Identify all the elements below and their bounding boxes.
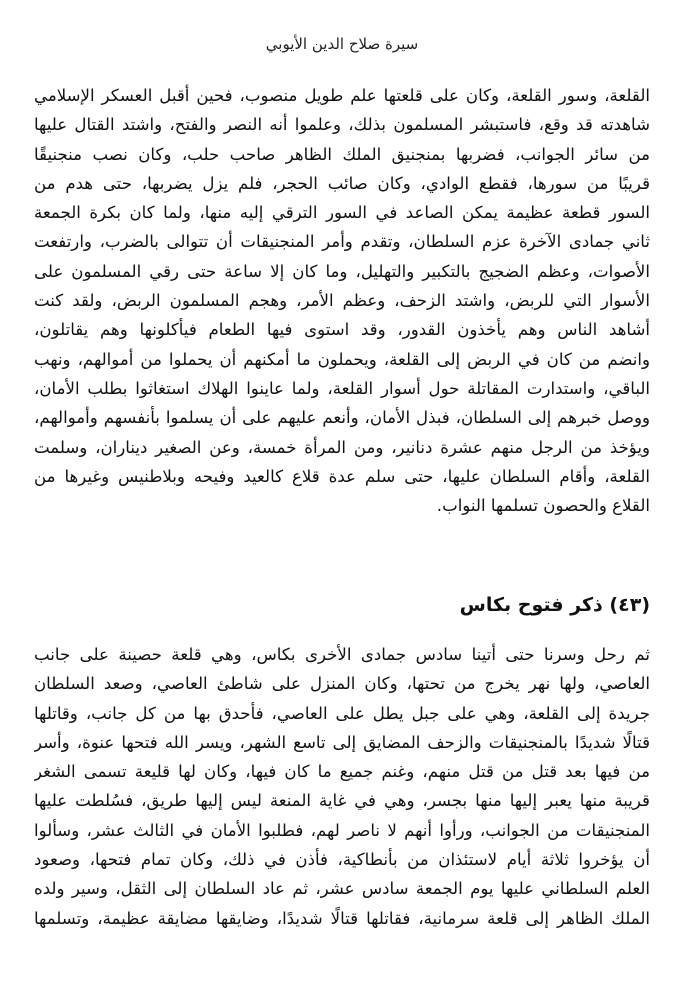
text-line: أشاهد الناس وهم يأخذون القدور، وقد استوى فيها الطعام فيأكلونها وهم يقاتلون، xyxy=(34,320,650,340)
text-line: جريدة إلى القلعة، وهي على جبل يطل على العاصي، فأحدق بها من كل جانب، وقاتلها xyxy=(34,703,650,723)
section-heading: (٤٣) ذكر فتوح بكاس xyxy=(459,594,650,616)
text-line: ووصل خبرهم إلى السلطان، فبذل الأمان، وأنعم عليهم على أن يسلموا بأنفسهم وأموالهم، xyxy=(34,408,650,428)
text-line: الأسوار التي للربض، واشتد الزحف، وعظم الأمر، وهجم المسلمون الربض، ولقد كنت xyxy=(34,291,650,311)
text-line: قريبًا من سورها، فقطع الوادي، وكان صائب الحجر، فلم يزل يضربها، حتى هدم من xyxy=(34,173,650,193)
text-line: الأصوات، وعظم الضجيج بالتكبير والتهليل، وما كان إلا ساعة حتى رقي المسلمون على xyxy=(34,261,650,281)
text-line: أن يؤخروا ثلاثة أيام لاستئذان من بأنطاكية، فأذن في ذلك، وكان تمام فتحها، وصعود xyxy=(34,850,650,870)
text-line: من فيها بعد قتل من قتل منهم، وغنم جميع ما كان فيها، وكان لها قليعة تسمى الشغر xyxy=(34,762,650,782)
paragraph-1 xyxy=(34,81,650,520)
text-line: ثاني جمادى الآخرة عزم السلطان، وتقدم وأمر المنجنيقات أن تتوالى بالضرب، وارتفعت xyxy=(34,232,650,252)
text-line: المنجنيقات من الجوانب، ورأوا أنهم لا ناصر لهم، فطلبوا الأمان في الثالث عشر، وسألوا xyxy=(34,820,650,840)
text-line: العلم السلطاني عليها يوم الجمعة سادس عشر، ثم عاد السلطان إلى الثقل، وسير ولده xyxy=(34,879,650,899)
text-line: القلاع والحصون تسلمها النواب. xyxy=(436,496,650,516)
text-line: ويؤخذ من الرجل منهم عشرة دنانير، ومن المرأة خمسة، وعن الصغير ديناران، وسلمت xyxy=(34,437,650,457)
text-line: السور قطعة عظيمة يمكن الصاعد في السور الترقي إليه منها، ولما كان بكرة الجمعة xyxy=(34,203,650,223)
paragraph-2 xyxy=(34,640,650,933)
text-line: القلعة، وسور القلعة، وكان على قلعتها علم طويل منصوب، فحين أقبل العسكر الإسلامي xyxy=(34,86,650,105)
running-header: سيرة صلاح الدين الأيوبي xyxy=(265,35,419,53)
text-line: قريبة منها يعبر إليها منها بجسر، وهي في غاية المنعة ليس إليها طريق، فسُلطت عليها xyxy=(34,791,650,811)
text-line: ثم رحل وسرنا حتى أتينا سادس جمادى الأخرى بكاس، وهي قلعة حصينة على جانب xyxy=(34,645,650,664)
text-line: وانضم من كان في الربض إلى القلعة، ويحملون ما أمكنهم أن يحملوا من أموالهم، ونهب xyxy=(34,349,650,369)
text-line: الملك الظاهر إلى قلعة سرمانية، فقاتلها قتالًا شديدًا، وضايقها مضايقة عظيمة، وتسلمها xyxy=(34,908,650,928)
text-line: قتالًا شديدًا بالمنجنيقات والزحف المضايق إلى تاسع الشهر، ويسر الله فتحها عنوة، وأسر xyxy=(34,732,650,752)
text-line: العاصي، ولها نهر يخرج من تحتها، وكان المنزل على شاطئ العاصي، وصعد السلطان xyxy=(34,674,650,694)
text-line: شاهدته قد وقع، فاستبشر المسلمون بذلك، وعلموا أنه النصر والفتح، واشتد القتال عليها xyxy=(34,115,650,135)
text-line: القلعة، وأقام السلطان عليها، حتى سلم عدة قلاع كالعيد وفيحه وبلاطنيس وغيرها من xyxy=(34,466,650,486)
text-line: من سائر الجوانب، فضربها بمنجنيق الملك الظاهر صاحب حلب، وكان نصب منجنيقًا xyxy=(34,144,650,164)
text-line: الباقي، واستدارت المقاتلة حول أسوار القلعة، ولما عاينوا الهلاك استغاثوا بطلب الأمان، xyxy=(34,378,650,398)
